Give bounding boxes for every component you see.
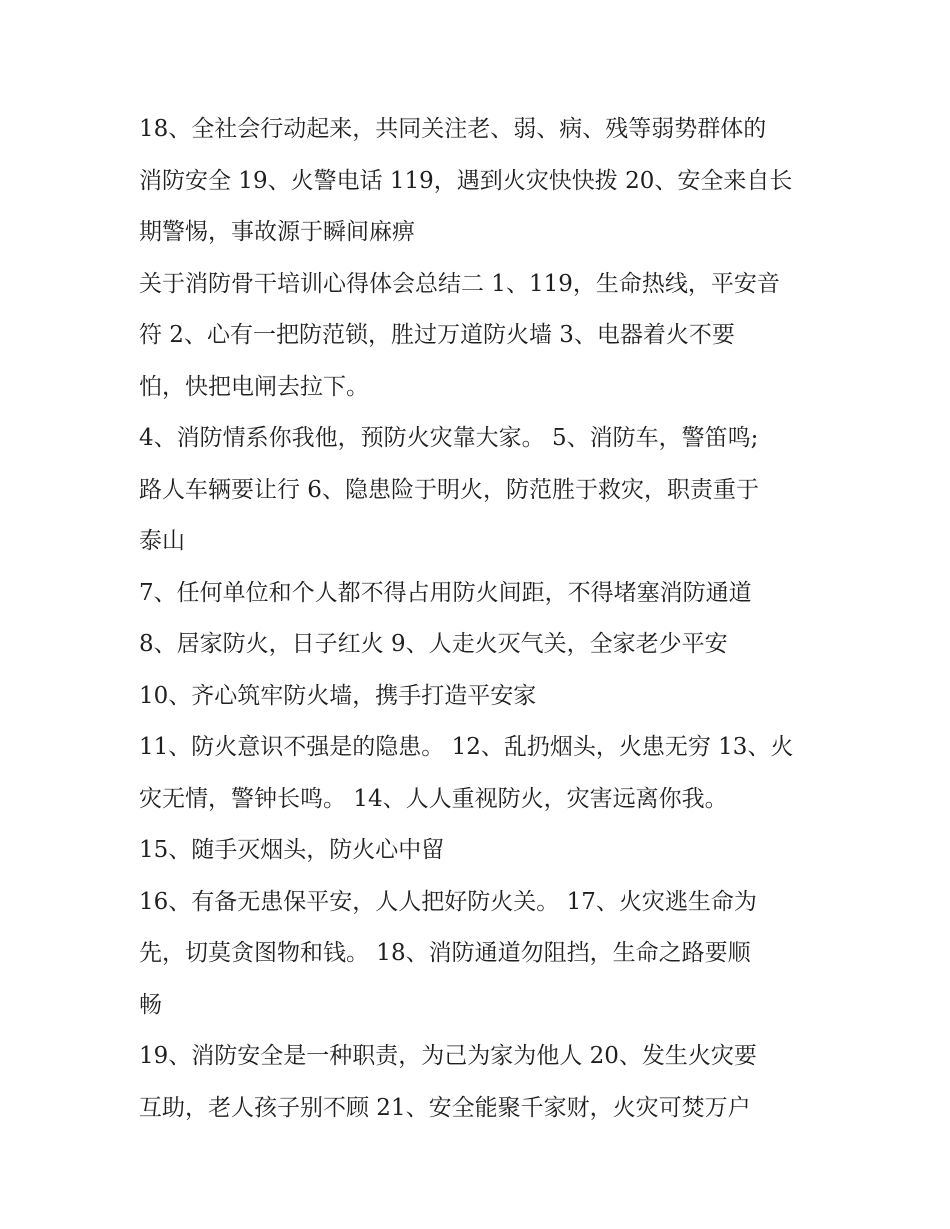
paragraph-2 xyxy=(139,259,819,414)
text-line: 10、齐心筑牢防火墙，携手打造平安家 xyxy=(139,682,537,709)
paragraph-10 xyxy=(139,1031,819,1134)
text-line: 8、居家防火，日子红火 9、人走火灭气关，全家老少平安 xyxy=(139,631,728,657)
paragraph-4 xyxy=(139,568,819,620)
text-line: 互助，老人孩子别不顾 21、安全能聚千家财，火灾可焚万户 xyxy=(139,1094,751,1121)
text-line: 19、消防安全是一种职责，为己为家为他人 20、发生火灾要 xyxy=(139,1043,757,1069)
document-body xyxy=(139,104,819,1134)
text-line: 怕，快把电闸去拉下。 xyxy=(139,373,369,400)
paragraph-7 xyxy=(139,722,819,825)
text-line: 11、防火意识不强是的隐患。 12、乱扔烟头，火患无穷 13、火 xyxy=(139,734,794,760)
text-line: 路人车辆要让行 6、隐患险于明火，防范胜于救灾，职责重于 xyxy=(139,476,759,503)
text-line: 泰山 xyxy=(139,528,185,554)
text-line: 期警惕，事故源于瞬间麻痹 xyxy=(139,219,415,245)
text-line: 先，切莫贪图物和钱。 18、消防通道勿阻挡，生命之路要顺 xyxy=(139,940,751,966)
paragraph-5 xyxy=(139,619,819,671)
text-line: 关于消防骨干培训心得体会总结二 1、119，生命热线，平安音 xyxy=(139,270,780,297)
paragraph-9 xyxy=(139,877,819,1032)
text-line: 7、任何单位和个人都不得占用防火间距，不得堵塞消防通道 xyxy=(139,579,752,606)
text-line: 15、随手灭烟头，防火心中留 xyxy=(139,837,445,863)
paragraph-6 xyxy=(139,671,819,723)
text-line: 符 2、心有一把防范锁，胜过万道防火墙 3、电器着火不要 xyxy=(139,322,735,348)
text-line: 18、全社会行动起来，共同关注老、弱、病、残等弱势群体的 xyxy=(139,116,767,142)
text-line: 16、有备无患保平安，人人把好防火关。 17、火灾逃生命为 xyxy=(139,888,757,915)
text-line: 灾无情，警钟长鸣。 14、人人重视防火，灾害远离你我。 xyxy=(139,785,728,812)
paragraph-8 xyxy=(139,825,819,877)
paragraph-3 xyxy=(139,413,819,568)
text-line: 消防安全 19、火警电话 119，遇到火灾快快拨 20、安全来自长 xyxy=(139,167,793,194)
text-line: 4、消防情系你我他，预防火灾靠大家。 5、消防车，警笛鸣; xyxy=(139,425,759,451)
paragraph-1 xyxy=(139,104,819,259)
text-line: 畅 xyxy=(139,991,162,1018)
